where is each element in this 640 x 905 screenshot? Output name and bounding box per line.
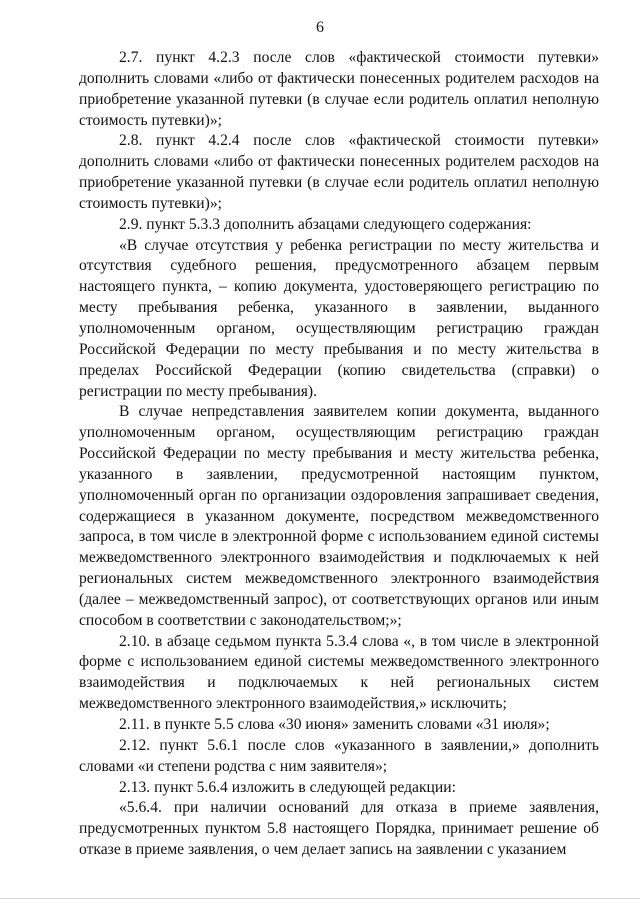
paragraph-2-10: 2.10. в абзаце седьмом пункта 5.3.4 слова «, в том числе в электронной форме с использованием единой системы межведомственного электронного взаимодействия и подключаемых к ней региональных систем межведомственного электронного взаимодействия,» исключить; bbox=[79, 632, 599, 713]
document-body bbox=[79, 48, 599, 861]
paragraph-2-7: 2.7. пункт 4.2.3 после слов «фактической стоимости путевки» дополнить словами «либо от фактически понесенных родителем расходов на приобретение указанной путевки (в случае если родитель оплатил неполную стоимость путевки)»; bbox=[79, 49, 599, 129]
paragraph-2-11: 2.11. в пункте 5.5 слова «30 июня» заменить словами «31 июля»; bbox=[119, 716, 550, 733]
paragraph-registration-absence: «В случае отсутствия у ребенка регистрации по месту жительства и отсутствия судебного решения, предусмотренного абзацем первым настоящего пункта, – копию документа, удостоверяющего регистрацию по месту пребывания ребенка, указанного в заявлении, выданного уполномоченным органом, осуществляющим регистрацию граждан Российской Федерации по месту пребывания и по месту жительства в пределах Российской Федерации (копию свидетельства (справки) о регистрации по месту пребывания). bbox=[79, 236, 599, 400]
paragraph-2-12: 2.12. пункт 5.6.1 после слов «указанного в заявлении,» дополнить словами «и степени родства с ним заявителя»; bbox=[79, 736, 599, 775]
paragraph-5-6-4: «5.6.4. при наличии оснований для отказа в приеме заявления, предусмотренных пунктом 5.8 настоящего Порядка, принимает решение об отказе в приеме заявления, о чем делает запись на заявлении с указанием bbox=[79, 799, 599, 859]
paragraph-2-8: 2.8. пункт 4.2.4 после слов «фактической стоимости путевки» дополнить словами «либо от фактически понесенных родителем расходов на приобретение указанной путевки (в случае если родитель оплатил неполную стоимость путевки)»; bbox=[79, 132, 599, 212]
paragraph-2-13: 2.13. пункт 5.6.4 изложить в следующей редакции: bbox=[119, 778, 456, 796]
paragraph-non-submission: В случае непредставления заявителем копии документа, выданного уполномоченным органом, осуществляющим регистрацию граждан Российской Федерации по месту пребывания и месту жительства ребенка, указанного в заявлении, предусмотренной настоящим пунктом, уполномоченный орган по организации оздоровления запрашивает сведения, содержащиеся в указанном документе, посредством межведомственного запроса, в том числе в электронной форме с использованием единой системы межведомственного электронного взаимодействия и подключаемых к ней региональных систем межведомственного электронного взаимодействия (далее – межведомственный запрос), от соответствующих органов или иным способом в соответствии с законодательством;»; bbox=[79, 403, 599, 629]
scan-edge-line bbox=[0, 898, 640, 899]
page-number: 6 bbox=[316, 19, 324, 36]
paragraph-2-9: 2.9. пункт 5.3.3 дополнить абзацами следующего содержания: bbox=[119, 215, 532, 233]
